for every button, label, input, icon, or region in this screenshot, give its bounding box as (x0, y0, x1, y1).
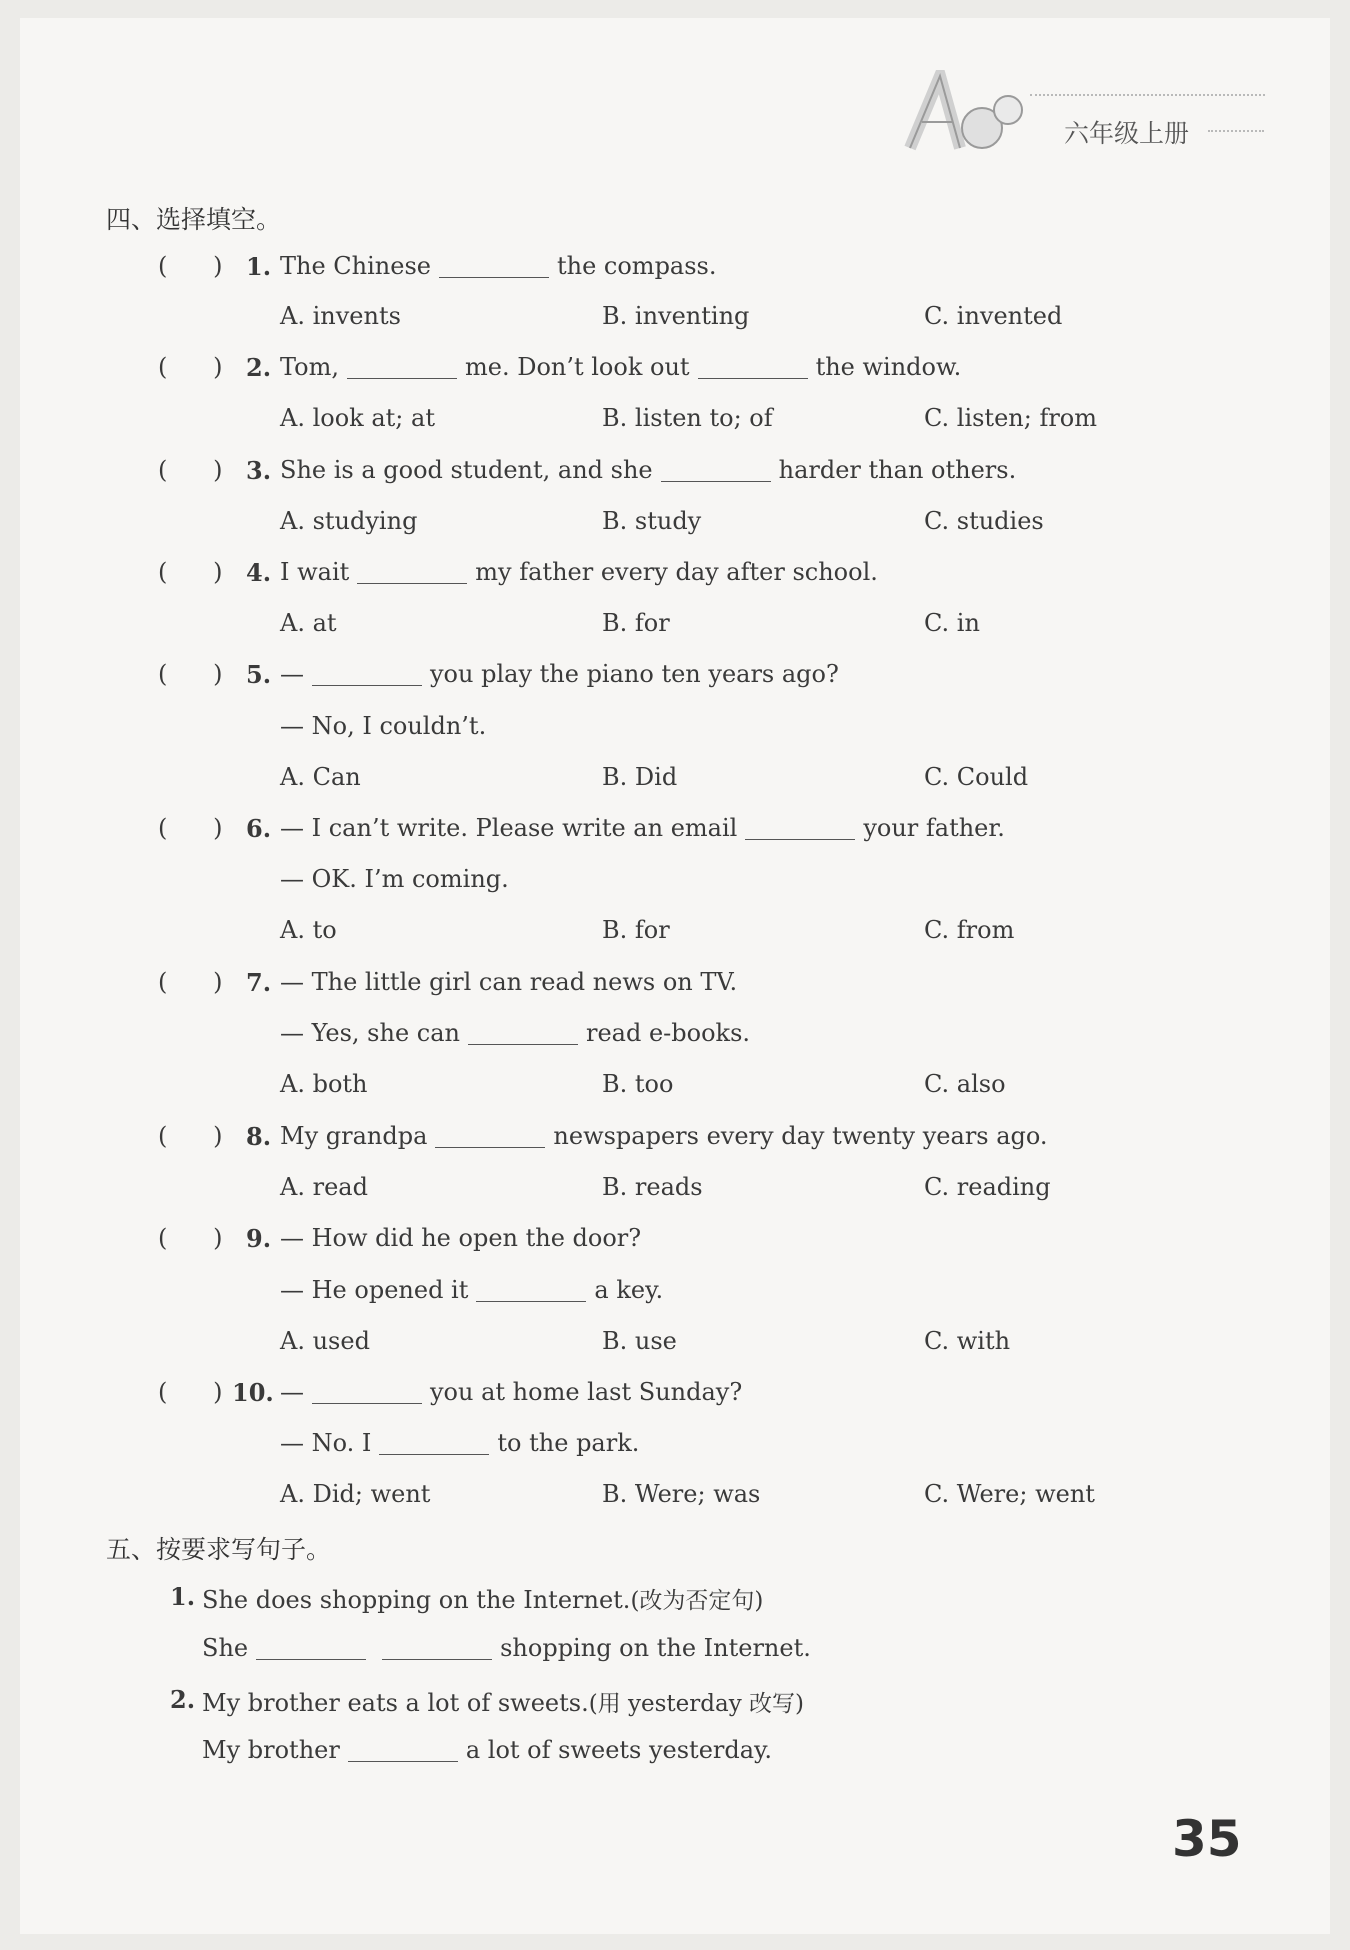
question-9-reply: — He opened it a key. (280, 1276, 664, 1304)
option-a[interactable]: A. look at; at (280, 404, 435, 432)
answer-paren[interactable]: ( ) (158, 353, 223, 381)
option-c[interactable]: C. studies (924, 507, 1044, 535)
question-4: I wait my father every day after school. (280, 558, 878, 586)
question-number: 7. (246, 968, 272, 997)
question-number: 4. (246, 558, 272, 587)
option-b[interactable]: B. use (602, 1327, 677, 1355)
option-c[interactable]: C. listen; from (924, 404, 1098, 432)
option-a[interactable]: A. studying (280, 507, 418, 535)
header-dotted-rule (1030, 94, 1265, 96)
section-5-title: 五、按要求写句子。 (106, 1535, 332, 1564)
question-2: Tom, me. Don’t look out the window. (280, 353, 962, 381)
blank[interactable] (745, 815, 855, 840)
answer-paren[interactable]: ( ) (158, 1224, 223, 1252)
grade-label: 六年级上册 (1064, 119, 1190, 148)
question-number: 2. (246, 353, 272, 382)
option-a[interactable]: A. both (280, 1070, 368, 1098)
page-number: 35 (1172, 1810, 1242, 1868)
option-b[interactable]: B. inventing (602, 302, 750, 330)
option-a[interactable]: A. read (280, 1173, 368, 1201)
section-4-title: 四、选择填空。 (106, 205, 282, 234)
blank[interactable] (476, 1277, 586, 1302)
blank[interactable] (661, 457, 771, 482)
option-a[interactable]: A. Did; went (280, 1480, 431, 1508)
question-10: — you at home last Sunday? (280, 1378, 743, 1406)
blank[interactable] (347, 354, 457, 379)
option-c[interactable]: C. reading (924, 1173, 1051, 1201)
ace-logo-icon (900, 70, 1030, 152)
blank[interactable] (357, 559, 467, 584)
blank[interactable] (435, 1123, 545, 1148)
option-c[interactable]: C. from (924, 916, 1015, 944)
answer-paren[interactable]: ( ) (158, 1122, 223, 1150)
option-c[interactable]: C. with (924, 1327, 1011, 1355)
option-c[interactable]: C. invented (924, 302, 1063, 330)
header-dotted-rule-short (1208, 130, 1264, 132)
answer-paren[interactable]: ( ) (158, 558, 223, 586)
blank[interactable] (256, 1635, 366, 1660)
option-b[interactable]: B. too (602, 1070, 674, 1098)
question-number: 5. (246, 660, 272, 689)
question-5-reply: — No, I couldn’t. (280, 712, 487, 740)
blank[interactable] (468, 1020, 578, 1045)
question-1: The Chinese the compass. (280, 252, 717, 280)
option-a[interactable]: A. used (280, 1327, 370, 1355)
answer-paren[interactable]: ( ) (158, 968, 223, 996)
option-a[interactable]: A. invents (280, 302, 401, 330)
answer-paren[interactable]: ( ) (158, 1378, 223, 1406)
blank[interactable] (439, 253, 549, 278)
question-3: She is a good student, and she harder than others. (280, 456, 1017, 484)
option-a[interactable]: A. Can (280, 763, 361, 791)
answer-paren[interactable]: ( ) (158, 660, 223, 688)
question-number: 9. (246, 1224, 272, 1253)
blank[interactable] (348, 1737, 458, 1762)
question-number: 3. (246, 456, 272, 485)
question-10-reply: — No. I to the park. (280, 1429, 640, 1457)
question-6: — I can’t write. Please write an email your father. (280, 814, 1005, 842)
question-number: 6. (246, 814, 272, 843)
rewrite-prompt-2: My brother eats a lot of sweets.(用 yesterday 改写) (202, 1689, 804, 1717)
question-9: — How did he open the door? (280, 1224, 642, 1252)
option-a[interactable]: A. at (280, 609, 337, 637)
question-7: — The little girl can read news on TV. (280, 968, 738, 996)
question-6-reply: — OK. I’m coming. (280, 865, 509, 893)
option-c[interactable]: C. Were; went (924, 1480, 1095, 1508)
option-b[interactable]: B. Did (602, 763, 678, 791)
option-b[interactable]: B. reads (602, 1173, 703, 1201)
rewrite-answer-1: She shopping on the Internet. (202, 1634, 811, 1662)
option-c[interactable]: C. Could (924, 763, 1029, 791)
option-c[interactable]: C. in (924, 609, 980, 637)
rewrite-answer-2: My brother a lot of sweets yesterday. (202, 1736, 773, 1764)
blank[interactable] (698, 354, 808, 379)
option-b[interactable]: B. for (602, 609, 670, 637)
question-number: 10. (232, 1378, 274, 1407)
question-8: My grandpa newspapers every day twenty years ago. (280, 1122, 1048, 1150)
option-b[interactable]: B. for (602, 916, 670, 944)
answer-paren[interactable]: ( ) (158, 814, 223, 842)
question-number: 8. (246, 1122, 272, 1151)
blank[interactable] (312, 1379, 422, 1404)
option-b[interactable]: B. study (602, 507, 702, 535)
item-number: 2. (170, 1685, 196, 1714)
option-c[interactable]: C. also (924, 1070, 1006, 1098)
answer-paren[interactable]: ( ) (158, 456, 223, 484)
option-b[interactable]: B. Were; was (602, 1480, 761, 1508)
question-number: 1. (246, 252, 272, 281)
question-5: — you play the piano ten years ago? (280, 660, 839, 688)
option-a[interactable]: A. to (280, 916, 337, 944)
blank[interactable] (379, 1430, 489, 1455)
answer-paren[interactable]: ( ) (158, 252, 223, 280)
item-number: 1. (170, 1582, 196, 1611)
blank[interactable] (382, 1635, 492, 1660)
rewrite-prompt-1: She does shopping on the Internet.(改为否定句) (202, 1586, 764, 1614)
option-b[interactable]: B. listen to; of (602, 404, 773, 432)
question-7-reply: — Yes, she can read e-books. (280, 1019, 751, 1047)
blank[interactable] (312, 661, 422, 686)
